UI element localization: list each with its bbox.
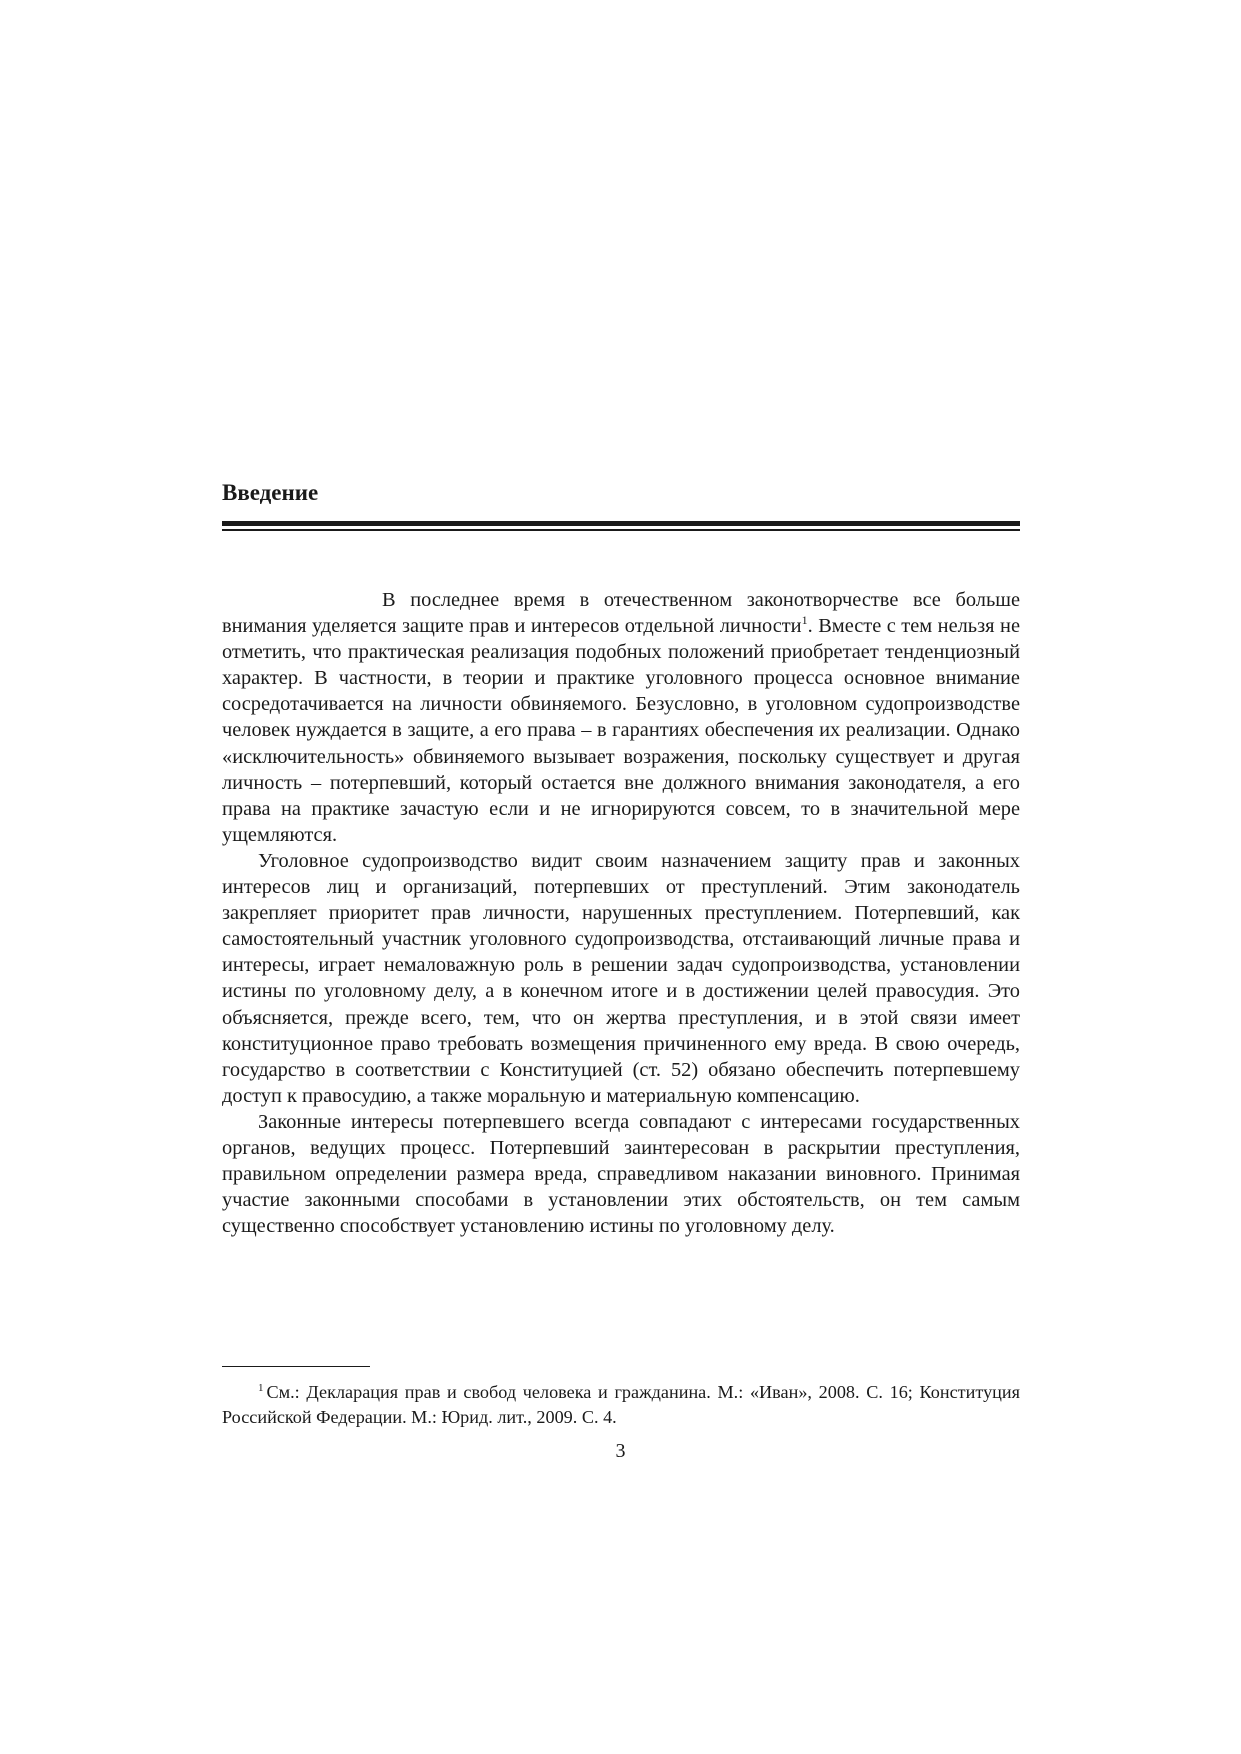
footnote-marker: 1 [258, 1381, 264, 1394]
chapter-title: Введение [222, 480, 319, 505]
footnote-reference: 1 [801, 613, 808, 628]
paragraph-2: Уголовное судопроизводство видит своим назначением защиту прав и законных интересов лиц и организаций, потерпевших от преступлений. Этим законодатель закрепляет приоритет прав личности, нарушенных преступлением. Потерпевший, как самостоятельный участник уголовного судопроизводства, отстаивающий личные права и интересы, играет немаловажную роль в решении задач судопроизводства, установлении истины по уголовному делу, а в конечном итоге и в достижении целей правосудия. Это объясняется, прежде всего, тем, что он жертва преступления, и в этой связи имеет конституционное право требовать возмещения причиненного ему вреда. В свою очередь, государство в соответствии с Конституцией (ст. 52) обязано обеспечить потерпевшему доступ к правосудию, а также моральную и материальную компенсацию. [222, 849, 1020, 1107]
title-rule-thin [222, 529, 1020, 531]
footnote [222, 1380, 1020, 1430]
paragraph-1 [222, 587, 1020, 848]
page-number: 3 [615, 1440, 626, 1462]
title-rule-thick [222, 521, 1020, 526]
paragraph-1-text: В последнее время в отечественном законотворчестве все больше внимания уделяется защите прав и интересов отдельной личности [222, 589, 1020, 638]
paragraph-3: Законные интересы потерпевшего всегда совпадают с интересами государственных органов, ведущих процесс. Потерпевший заинтересован в раскрытии преступления, правильном определении размера вреда, справедливом наказании виновного. Принимая участие законными способами в установлении этих обстоятельств, он тем самым существенно способствует установлению истины по уголовному делу. [222, 1110, 1020, 1238]
footnote-separator [222, 1366, 370, 1367]
main-text [222, 587, 1020, 1239]
paragraph-1-text-cont: . Вместе с тем нельзя не отметить, что практическая реализация подобных положений приобретает тенденциозный характер. В частности, в теории и практике уголовного процесса основное внимание сосредотачивается на личности обвиняемого. Безусловно, в уголовном судопроизводстве человек нуждается в защите, а его права – в гарантиях обеспечения их реализации. Однако «исключительность» обвиняемого вызывает возражения, поскольку существует и другая личность – потерпевший, который остается вне должного внимания законодателя, а его права на практике зачастую если и не игнорируются совсем, то в значительной мере ущемляются. [222, 615, 1020, 846]
footnote-text: См.: Декларация прав и свобод человека и гражданина. М.: «Иван», 2008. С. 16; Конституция Российской Федерации. М.: Юрид. лит., 2009. С. 4. [222, 1382, 1020, 1427]
